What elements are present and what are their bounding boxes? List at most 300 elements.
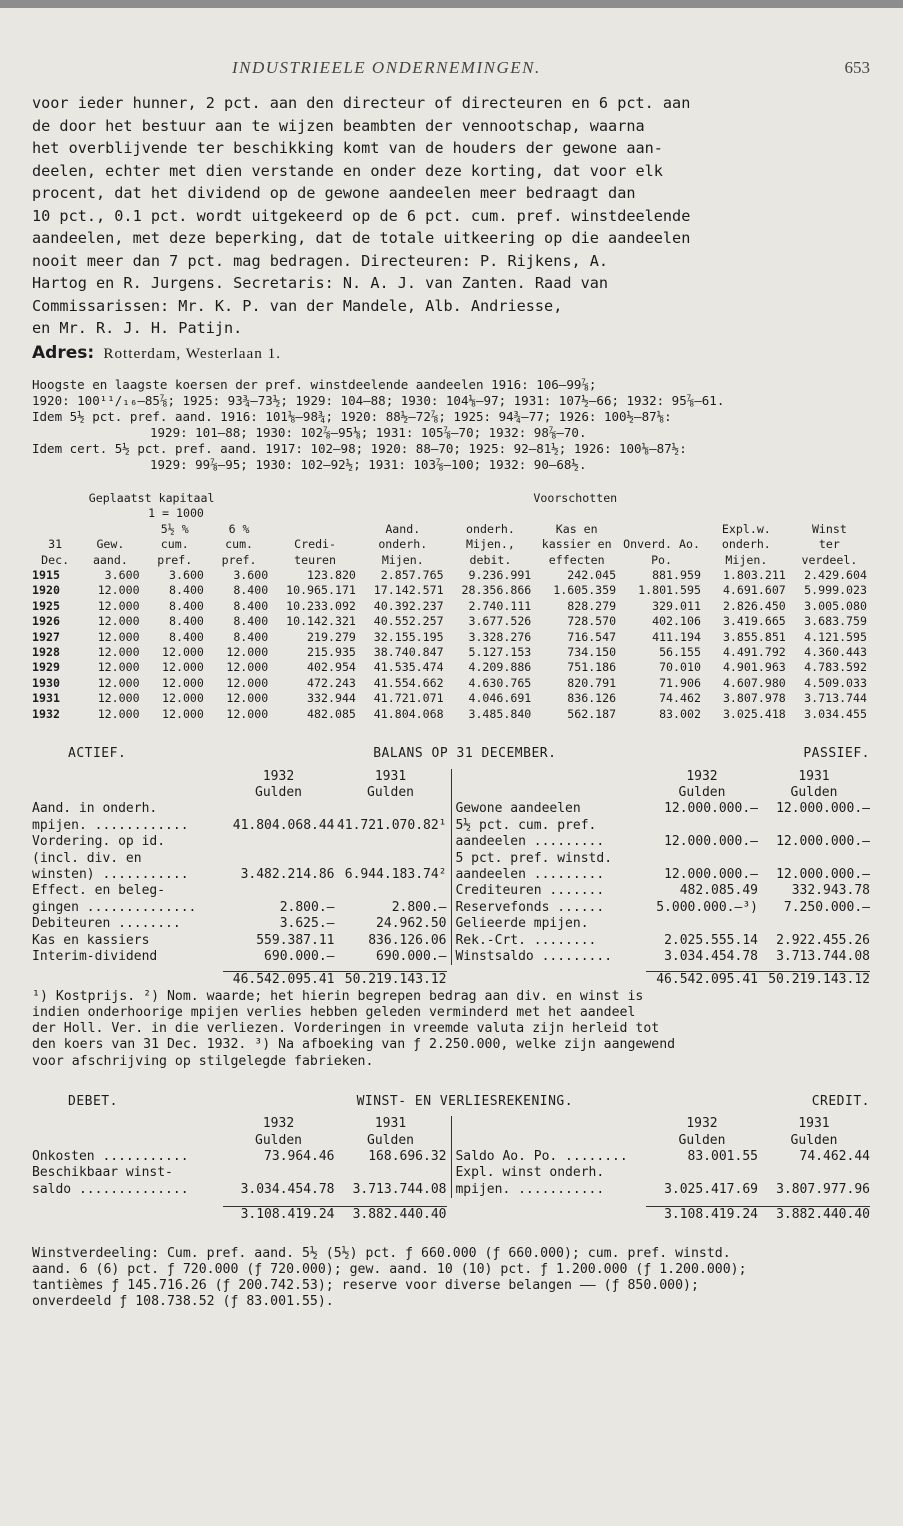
value-1931 <box>758 818 870 834</box>
account-row <box>32 801 447 817</box>
value-1932: 690.000.— <box>264 948 335 964</box>
total-1931: 3.882.440.40 <box>335 1206 447 1223</box>
wv-totals <box>32 1206 870 1223</box>
table-cell: 17.142.571 <box>373 583 444 598</box>
value-1932: 559.387.11 <box>256 932 335 948</box>
table-cell: 402.954 <box>307 660 356 675</box>
column-header: cum. pref. <box>157 537 193 567</box>
table-cell: 1.801.595 <box>638 583 701 598</box>
table-cell: 836.126 <box>567 691 617 706</box>
table-row <box>32 707 870 722</box>
table-cell: 2.826.450 <box>722 598 786 613</box>
account-row <box>455 949 870 965</box>
kapitaal-table <box>32 491 870 722</box>
spacer <box>455 1206 646 1223</box>
koers-line: 1929: 101—88; 1930: 102⅞—95⅛; 1931: 105⅞—70; 1932: 98⅞—70. <box>150 425 587 440</box>
body-line: Commissarissen: Mr. K. P. van der Mandele, Alb. Andriesse, <box>32 296 563 315</box>
value-1932 <box>223 883 335 899</box>
account-label: Gelieerde mpijen. <box>455 916 589 932</box>
value-1932 <box>223 834 335 850</box>
note-line: der Holl. Ver. in die verliezen. Vorderingen in vreemde valuta zijn herleid tot <box>32 1021 660 1037</box>
table-row <box>32 691 870 706</box>
wv-table <box>32 1116 870 1198</box>
value-1931: 7.250.000.— <box>783 899 870 915</box>
spacer <box>455 769 646 785</box>
account-row <box>32 834 447 850</box>
table-cell: 728.570 <box>567 614 617 629</box>
column-header: Onverd. Ao. Po. <box>623 537 700 567</box>
table-cell: 56.155 <box>659 645 701 660</box>
value-1931 <box>335 851 447 867</box>
head-cell <box>32 522 143 537</box>
table-cell: 8.400 <box>233 614 269 629</box>
actief-head: ACTIEF. <box>68 746 127 762</box>
table-cell: 41.535.474 <box>373 660 444 675</box>
address-line <box>32 342 870 366</box>
table-head-row <box>32 506 870 521</box>
table-cell: 4.491.792 <box>722 645 786 660</box>
table-cell: 3.807.978 <box>722 691 786 706</box>
spacer <box>32 1206 223 1223</box>
value-1931: 12.000.000.— <box>776 866 870 882</box>
table-cell: 12.000 <box>97 598 140 613</box>
account-row <box>455 834 870 850</box>
table-cell: 2.857.765 <box>380 568 444 583</box>
table-cell: 38.740.847 <box>373 645 444 660</box>
account-label: Reservefonds ...... <box>455 899 605 915</box>
account-label: Winstsaldo ......... <box>455 948 613 964</box>
total-row <box>32 971 447 988</box>
account-label: mpijen. ............ <box>32 817 189 833</box>
value-1932: 482.085.49 <box>679 883 758 899</box>
account-label: aandeelen ......... <box>455 866 605 882</box>
account-row <box>32 1165 447 1181</box>
account-label: saldo .............. <box>32 1181 189 1197</box>
value-1931: 332.943.78 <box>791 883 870 899</box>
table-cell: 70.010 <box>659 660 701 675</box>
table-cell: 4.691.607 <box>722 583 786 598</box>
table-cell: 8.400 <box>169 629 204 644</box>
value-1931: 168.696.32 <box>368 1149 447 1165</box>
table-cell: 402.106 <box>652 614 701 629</box>
koers-line: Idem cert. 5½ pct. pref. aand. 1917: 102—98; 1920: 88—70; 1925: 92—81½; 1926: 100⅛—87½: <box>32 441 687 456</box>
table-cell: 12.000 <box>226 691 269 706</box>
account-row <box>455 1149 870 1165</box>
table-cell: 8.400 <box>169 598 204 613</box>
year-1932: 1932 <box>262 1116 295 1132</box>
account-label: gingen .............. <box>32 899 197 915</box>
account-label: 5 pct. pref. winstd. <box>455 850 613 866</box>
winstverdeeling <box>32 1246 870 1311</box>
balans-totals <box>32 971 870 988</box>
table-cell: 1927 <box>32 629 60 644</box>
body-line: voor ieder hunner, 2 pct. aan den directeur of directeuren en 6 pct. aan <box>32 94 691 112</box>
table-cell: 3.025.418 <box>722 706 786 721</box>
table-cell: 3.713.744 <box>804 691 867 706</box>
table-cell: 9.236.991 <box>468 568 532 583</box>
actief-column <box>32 769 447 966</box>
year-1931: 1931 <box>374 768 407 784</box>
table-cell: 28.356.866 <box>461 583 532 598</box>
table-cell: 1929 <box>32 660 60 675</box>
total-row <box>455 971 870 988</box>
spacer <box>455 1133 646 1149</box>
account-row <box>455 1182 870 1198</box>
value-1931: 3.713.744.08 <box>352 1181 447 1197</box>
table-cell: 472.243 <box>307 675 356 690</box>
note-line: voor afschrijving op stilgelegde fabrieken. <box>32 1053 374 1069</box>
table-cell: 41.721.071 <box>373 691 444 706</box>
unit-head-row <box>32 785 447 801</box>
table-cell: 3.677.526 <box>468 614 532 629</box>
koers-line: 1920: 100¹¹/₁₆—85⅞; 1925: 93¾—73½; 1929: 104—88; 1930: 104⅛—97; 1931: 107½—66; 1932: 95⅞—61. <box>32 393 725 408</box>
table-cell: 3.600 <box>233 568 269 583</box>
value-1931: 3.807.977.96 <box>776 1181 870 1197</box>
balans-notes <box>32 989 870 1070</box>
note-line: ¹) Kostprijs. ²) Nom. waarde; het hierin begrepen bedrag aan div. en winst is <box>32 988 644 1004</box>
column-header: cum. pref. <box>221 537 257 567</box>
divider <box>451 1206 452 1223</box>
unit-label: Gulden <box>367 784 414 800</box>
divider <box>451 971 452 988</box>
table-cell: 329.011 <box>652 598 701 613</box>
column-header: Mijen., debit. <box>466 537 515 567</box>
value-1931 <box>335 1165 447 1181</box>
table-cell: 734.150 <box>567 645 617 660</box>
table-cell: 32.155.195 <box>373 629 444 644</box>
value-1932: 12.000.000.— <box>664 834 758 850</box>
value-1931: 12.000.000.— <box>776 834 870 850</box>
table-cell: 4.630.765 <box>468 675 532 690</box>
account-label: Beschikbaar winst- <box>32 1165 173 1181</box>
total-1932: 46.542.095.41 <box>646 971 758 988</box>
head-cell: Voorschotten <box>533 491 618 505</box>
spacer <box>32 769 223 785</box>
column-header: ter verdeel. <box>801 537 858 567</box>
account-label: Gewone aandeelen <box>455 801 581 817</box>
account-label: Vordering. op id. <box>32 834 166 850</box>
actief-total <box>32 971 447 988</box>
value-1932: 2.025.555.14 <box>664 932 758 948</box>
body-line: aandeelen, met deze beperking, dat de totale uitkeering op die aandeelen <box>32 229 691 247</box>
account-row <box>455 851 870 867</box>
value-1932: 83.001.55 <box>687 1149 758 1165</box>
account-row <box>455 867 870 883</box>
table-row <box>32 660 870 675</box>
spacer <box>455 785 646 801</box>
account-row <box>32 933 447 949</box>
table-cell: 4.783.592 <box>804 660 867 675</box>
table-cell: 8.400 <box>233 598 269 613</box>
address-value: Rotterdam, Westerlaan 1. <box>103 344 282 362</box>
value-1932: 41.804.068.44 <box>232 817 335 833</box>
table-cell: 12.000 <box>162 645 204 660</box>
year-1931: 1931 <box>374 1116 407 1132</box>
total-row <box>455 1206 870 1223</box>
table-cell: 8.400 <box>169 583 204 598</box>
spacer <box>32 1116 223 1132</box>
account-label: Rek.-Crt. ........ <box>455 932 597 948</box>
table-cell: 3.855.851 <box>722 629 786 644</box>
table-head-row <box>32 491 870 506</box>
table-cell: 881.959 <box>652 568 701 583</box>
value-1931 <box>758 916 870 932</box>
account-row <box>455 933 870 949</box>
koers-line: 1929: 99⅞—95; 1930: 102—92½; 1931: 103⅞—100; 1932: 90—68½. <box>150 457 587 472</box>
body-line: deelen, echter met dien verstande en onder deze korting, dat voor elk <box>32 161 663 180</box>
table-cell: 3.034.455 <box>804 706 867 721</box>
top-edge <box>0 0 903 8</box>
head-cell: onderh. <box>466 521 515 536</box>
head-cell: 5½ % <box>160 521 189 536</box>
value-1932: 5.000.000.—³) <box>656 899 758 915</box>
head-cell: Kas en <box>555 521 598 536</box>
table-cell: 2.429.604 <box>804 568 867 583</box>
spacer <box>32 1133 223 1149</box>
value-1931: 2.922.455.26 <box>776 932 870 948</box>
value-1931: 12.000.000.— <box>776 801 870 817</box>
unit-label: Gulden <box>678 1132 726 1148</box>
table-cell: 12.000 <box>162 660 204 675</box>
table-row <box>32 645 870 660</box>
body-line: het overblijvende ter beschikking komt van de houders der gewone aan- <box>32 139 663 157</box>
account-row <box>32 883 447 899</box>
unit-label: Gulden <box>790 1132 838 1148</box>
total-1932: 3.108.419.24 <box>223 1206 335 1223</box>
table-cell: 41.804.068 <box>373 706 444 721</box>
table-cell: 411.194 <box>652 629 701 644</box>
body-line: de door het bestuur aan te wijzen beambten der vennootschap, waarna <box>32 116 645 135</box>
table-cell: 12.000 <box>162 675 204 690</box>
value-1931: 6.944.183.74² <box>344 866 447 882</box>
year-1931: 1931 <box>798 1116 830 1132</box>
table-cell: 562.187 <box>567 706 617 721</box>
table-head-row <box>32 537 870 568</box>
unit-head-row <box>32 1133 447 1149</box>
table-cell: 1.803.211 <box>722 568 786 583</box>
table-cell: 215.935 <box>307 645 356 660</box>
table-cell: 12.000 <box>97 706 140 721</box>
account-row <box>455 1165 870 1181</box>
table-cell: 123.820 <box>307 568 356 583</box>
table-cell: 4.607.980 <box>722 675 786 690</box>
divider <box>451 1116 452 1198</box>
credit-head: CREDIT. <box>811 1093 870 1109</box>
value-1932: 3.034.454.78 <box>240 1181 335 1197</box>
column-header: kassier en effecten <box>541 537 612 567</box>
table-head-row <box>32 522 870 537</box>
value-1931 <box>335 801 447 817</box>
table-cell: 4.121.595 <box>804 629 867 644</box>
table-cell: 482.085 <box>307 706 356 721</box>
table-cell: 10.142.321 <box>286 614 356 629</box>
column-header: onderh. Mijen. <box>721 537 771 567</box>
table-cell: 12.000 <box>97 645 140 660</box>
balans-heads <box>32 746 870 762</box>
body-line: Hartog en R. Jurgens. Secretaris: N. A. J. van Zanten. Raad van <box>32 274 609 292</box>
account-row <box>455 883 870 899</box>
table-cell: 3.683.759 <box>804 614 867 629</box>
table-row <box>32 599 870 614</box>
total-1931: 50.219.143.12 <box>335 971 447 988</box>
value-1932 <box>223 1165 335 1181</box>
table-cell: 12.000 <box>162 691 204 706</box>
column-header: onderh. Mijen. <box>378 537 428 567</box>
spacer <box>32 971 223 988</box>
head-cell: Expl.w. <box>721 521 771 536</box>
account-row <box>32 867 447 883</box>
debet-column <box>32 1116 447 1198</box>
value-1932 <box>646 1165 758 1181</box>
value-1931: 24.962.50 <box>376 916 447 932</box>
table-cell: 828.279 <box>567 598 617 613</box>
account-label: Onkosten ........... <box>32 1149 189 1165</box>
unit-head-row <box>455 785 870 801</box>
table-cell: 8.400 <box>169 614 204 629</box>
table-cell: 12.000 <box>97 691 140 706</box>
value-1932 <box>646 916 758 932</box>
table-cell: 820.791 <box>567 675 617 690</box>
table-cell: 1928 <box>32 645 60 660</box>
table-cell: 10.965.171 <box>286 583 356 598</box>
table-cell: 716.547 <box>567 629 617 644</box>
total-1932: 3.108.419.24 <box>646 1206 758 1223</box>
table-cell: 1926 <box>32 614 60 629</box>
note-line: den koers van 31 Dec. 1932. ³) Na afboeking van ƒ 2.250.000, welke zijn aangewend <box>32 1037 676 1053</box>
head-cell <box>271 491 446 506</box>
table-cell: 1925 <box>32 598 60 613</box>
passief-total <box>455 971 870 988</box>
head-cell: 6 % <box>228 521 250 536</box>
verdeeling-line: tantièmes ƒ 145.716.26 (ƒ 200.742.53); reserve voor diverse belangen —— (ƒ 850.000); <box>32 1278 699 1294</box>
table-cell: 1915 <box>32 568 60 583</box>
table-cell: 3.600 <box>169 568 204 583</box>
table-cell: 8.400 <box>233 629 269 644</box>
year-1932: 1932 <box>686 1116 718 1132</box>
account-label: winsten) ........... <box>32 866 189 882</box>
total-row <box>32 1206 447 1223</box>
table-cell: 12.000 <box>162 706 204 721</box>
running-title: INDUSTRIEELE ONDERNEMINGEN. <box>232 58 541 77</box>
account-label: Saldo Ao. Po. ........ <box>455 1149 628 1165</box>
table-row <box>32 614 870 629</box>
value-1931: 3.713.744.08 <box>776 948 870 964</box>
value-1931: 74.462.44 <box>799 1149 870 1165</box>
address-label: Adres: <box>32 342 95 363</box>
table-cell: 3.419.665 <box>722 614 786 629</box>
body-line: procent, dat het dividend op de gewone aandeelen meer bedraagt dan <box>32 184 636 202</box>
value-1932 <box>646 851 758 867</box>
koers-line: Hoogste en laagste koersen der pref. winstdeelende aandeelen 1916: 106—99⅞; <box>32 377 597 392</box>
account-row <box>455 818 870 834</box>
table-cell: 1930 <box>32 675 60 690</box>
balans-title: BALANS OP 31 DECEMBER. <box>373 746 557 762</box>
body-line: 10 pct., 0.1 pct. wordt uitgekeerd op de 6 pct. cum. pref. winstdeelende <box>32 206 691 225</box>
account-label: Interim-dividend <box>32 948 158 964</box>
table-cell: 4.046.691 <box>468 691 532 706</box>
account-row <box>455 916 870 932</box>
debet-total <box>32 1206 447 1223</box>
table-row <box>32 568 870 583</box>
account-row <box>32 1182 447 1198</box>
value-1932: 3.482.214.86 <box>240 866 335 882</box>
unit-label: Gulden <box>678 784 726 800</box>
account-label: Kas en kassiers <box>32 932 150 948</box>
value-1931: 690.000.— <box>376 948 447 964</box>
passief-head: PASSIEF. <box>803 746 870 762</box>
table-cell: 10.233.092 <box>286 598 356 613</box>
value-1932 <box>223 801 335 817</box>
table-cell: 40.552.257 <box>373 614 444 629</box>
table-cell: 40.392.237 <box>373 598 444 613</box>
value-1932: 2.800.— <box>279 899 335 915</box>
table-cell: 12.000 <box>226 645 269 660</box>
value-1932: 3.025.417.69 <box>664 1181 758 1197</box>
table-cell: 1931 <box>32 691 60 706</box>
value-1932: 12.000.000.— <box>664 801 758 817</box>
year-head-row <box>455 1116 870 1132</box>
unit-label: Gulden <box>255 1132 302 1148</box>
account-label: Aand. in onderh. <box>32 801 158 817</box>
page <box>32 58 870 1310</box>
account-label: (incl. div. en <box>32 850 142 866</box>
table-cell: 12.000 <box>226 706 269 721</box>
year-1932: 1932 <box>262 768 295 784</box>
value-1931 <box>758 851 870 867</box>
unit-label: Gulden <box>255 784 302 800</box>
account-label: Expl. winst onderh. <box>455 1165 605 1181</box>
credit-total <box>455 1206 870 1223</box>
spacer <box>455 971 646 988</box>
year-1932: 1932 <box>686 768 718 784</box>
table-cell: 4.360.443 <box>804 645 867 660</box>
value-1931 <box>758 1165 870 1181</box>
table-cell: 12.000 <box>226 660 269 675</box>
wv-heads <box>32 1094 870 1110</box>
koers-line: Idem 5½ pct. pref. aand. 1916: 101⅛—98¾; 1920: 88½—72⅞; 1925: 94¾—77; 1926: 100½—87⅛: <box>32 409 672 424</box>
body-text <box>32 92 870 340</box>
value-1931: 2.800.— <box>391 899 447 915</box>
value-1931: 41.721.070.82¹ <box>336 817 447 833</box>
head-cell: Aand. <box>385 521 421 536</box>
table-cell: 4.901.963 <box>722 660 786 675</box>
table-cell: 3.600 <box>104 568 140 583</box>
account-row <box>32 1149 447 1165</box>
koersen-block <box>32 377 870 473</box>
year-head-row <box>32 1116 447 1132</box>
account-row <box>32 900 447 916</box>
table-cell: 5.127.153 <box>468 645 532 660</box>
unit-label: Gulden <box>790 784 838 800</box>
page-number: 653 <box>844 58 870 77</box>
account-label: Debiteuren ........ <box>32 916 181 932</box>
table-cell: 12.000 <box>97 629 140 644</box>
balans-table <box>32 769 870 966</box>
table-row <box>32 583 870 598</box>
unit-head-row <box>455 1133 870 1149</box>
balans-section <box>32 746 870 989</box>
year-head-row <box>32 769 447 785</box>
verdeeling-line: Winstverdeeling: Cum. pref. aand. 5½ (5½) pct. ƒ 660.000 (ƒ 660.000); cum. pref. winstd. <box>32 1245 731 1261</box>
spacer <box>32 785 223 801</box>
account-label: mpijen. ........... <box>455 1181 605 1197</box>
column-header: Gew. aand. <box>92 537 128 567</box>
wv-title: WINST- EN VERLIESREKENING. <box>356 1093 574 1109</box>
table-cell: 5.999.023 <box>804 583 867 598</box>
unit-label: Gulden <box>367 1132 414 1148</box>
year-head-row <box>455 769 870 785</box>
divider <box>451 769 452 966</box>
